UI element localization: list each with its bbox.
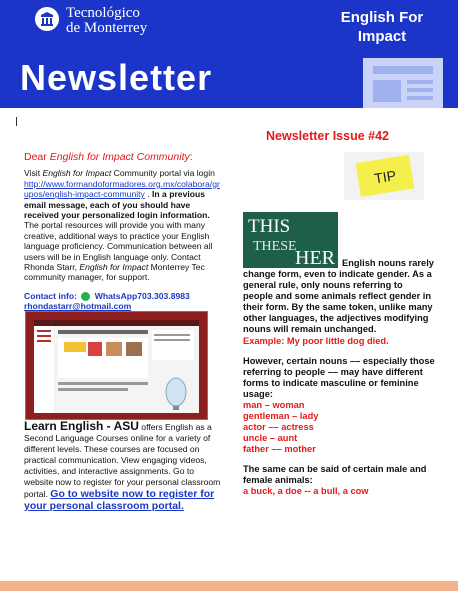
portal-italic-b: English for Impact	[79, 262, 149, 273]
gender-pair: actor –– actress	[243, 422, 314, 432]
whatsapp-number[interactable]: WhatsApp703.303.8983	[94, 290, 190, 301]
chalk-word-these: THESE	[253, 239, 297, 254]
greeting-community-name: English for Impact Community	[49, 151, 190, 163]
tagline-line-2: Impact	[357, 28, 407, 45]
image-float-spacer	[243, 212, 342, 269]
whatsapp-icon	[81, 292, 90, 301]
issue-number: Newsletter Issue #42	[266, 129, 389, 143]
greeting-prefix: Dear	[24, 151, 50, 163]
animal-pairs: a buck, a doe -- a bull, a cow	[243, 486, 369, 496]
gender-pair: gentleman – lady	[243, 411, 319, 421]
newspaper-icon	[355, 52, 455, 108]
asu-heading: Learn English - ASU	[24, 419, 139, 433]
grammar-tip-column	[243, 212, 435, 497]
gender-pair: man – woman	[243, 400, 305, 410]
tip-paragraph-1: English nouns rarely change form, even to indicate gender. As a general rule, only nouns referring to people and some animals reflect gender in their form. By the same token, unlike many other languages, the adjectives modifying nouns will remain unchanged.	[243, 258, 434, 334]
logo-wordmark	[66, 6, 147, 36]
tip-example: Example: My poor little dog died.	[243, 336, 389, 346]
portal-paragraph	[24, 168, 222, 282]
chalk-word-this: THIS	[248, 216, 291, 237]
tip-paragraph-3: The same can be said of certain male and female animals:	[243, 464, 427, 485]
chalk-word-her: HER	[295, 247, 335, 268]
login-info-bold: In a previous email message, each of you should have received your personalized login information.	[24, 189, 210, 221]
divider-mark	[16, 117, 17, 126]
logo-line-2: de Monterrey	[66, 20, 148, 36]
asu-course-screenshot	[25, 311, 208, 420]
portal-text-e: Monterrey Tec community manager, for support.	[24, 262, 205, 283]
greeting	[24, 152, 222, 162]
gender-pairs-list	[243, 400, 435, 455]
left-column	[24, 152, 222, 312]
greeting-suffix: :	[189, 151, 193, 163]
portal-italic-a: English for Impact	[42, 168, 112, 179]
asu-register-link[interactable]: Go to website now to register for your personal classroom portal.	[24, 488, 215, 512]
portal-text-b: Community portal via login	[111, 168, 215, 179]
program-tagline	[322, 8, 442, 46]
portal-text-c: .	[144, 189, 153, 200]
contact-label: Contact info:	[24, 290, 77, 301]
footer-bar	[0, 581, 458, 591]
logo-line-1: Tecnológico	[66, 5, 140, 21]
contact-info	[24, 291, 222, 312]
tip-note-icon	[344, 152, 424, 200]
gender-pair: father –– mother	[243, 444, 316, 454]
newsletter-header	[0, 0, 458, 108]
asu-description: offers English as a Second Language Courses online for a variety of different levels. These courses are focused on practical communication. View engaging videos, activities, and interactive assignments. Go to website now to register for your personal classroom portal.	[24, 422, 221, 499]
portal-link[interactable]: http://www.formandoformadores.org.mx/colabora/grupos/english-impact-community	[24, 178, 220, 200]
tagline-line-1: English For	[340, 9, 424, 26]
portal-text-a: Visit	[24, 168, 43, 179]
portal-text-d: The portal resources will provide you with many creative, additional ways to practice your English language proficiency. Communication between all users will be in English language only. Contact Rhonda Starr,	[24, 220, 213, 273]
page-title: Newsletter	[20, 57, 213, 98]
gender-pair: uncle – aunt	[243, 433, 298, 443]
asu-section	[24, 421, 222, 512]
tec-logo-icon	[35, 7, 59, 31]
tip-label: TIP	[373, 167, 398, 187]
contact-email-link[interactable]: rhondastarr@hotmail.com	[24, 301, 132, 312]
tip-paragraph-2: However, certain nouns –– especially those referring to people –– may have different forms to indicate masculine or feminine usage:	[243, 356, 435, 399]
